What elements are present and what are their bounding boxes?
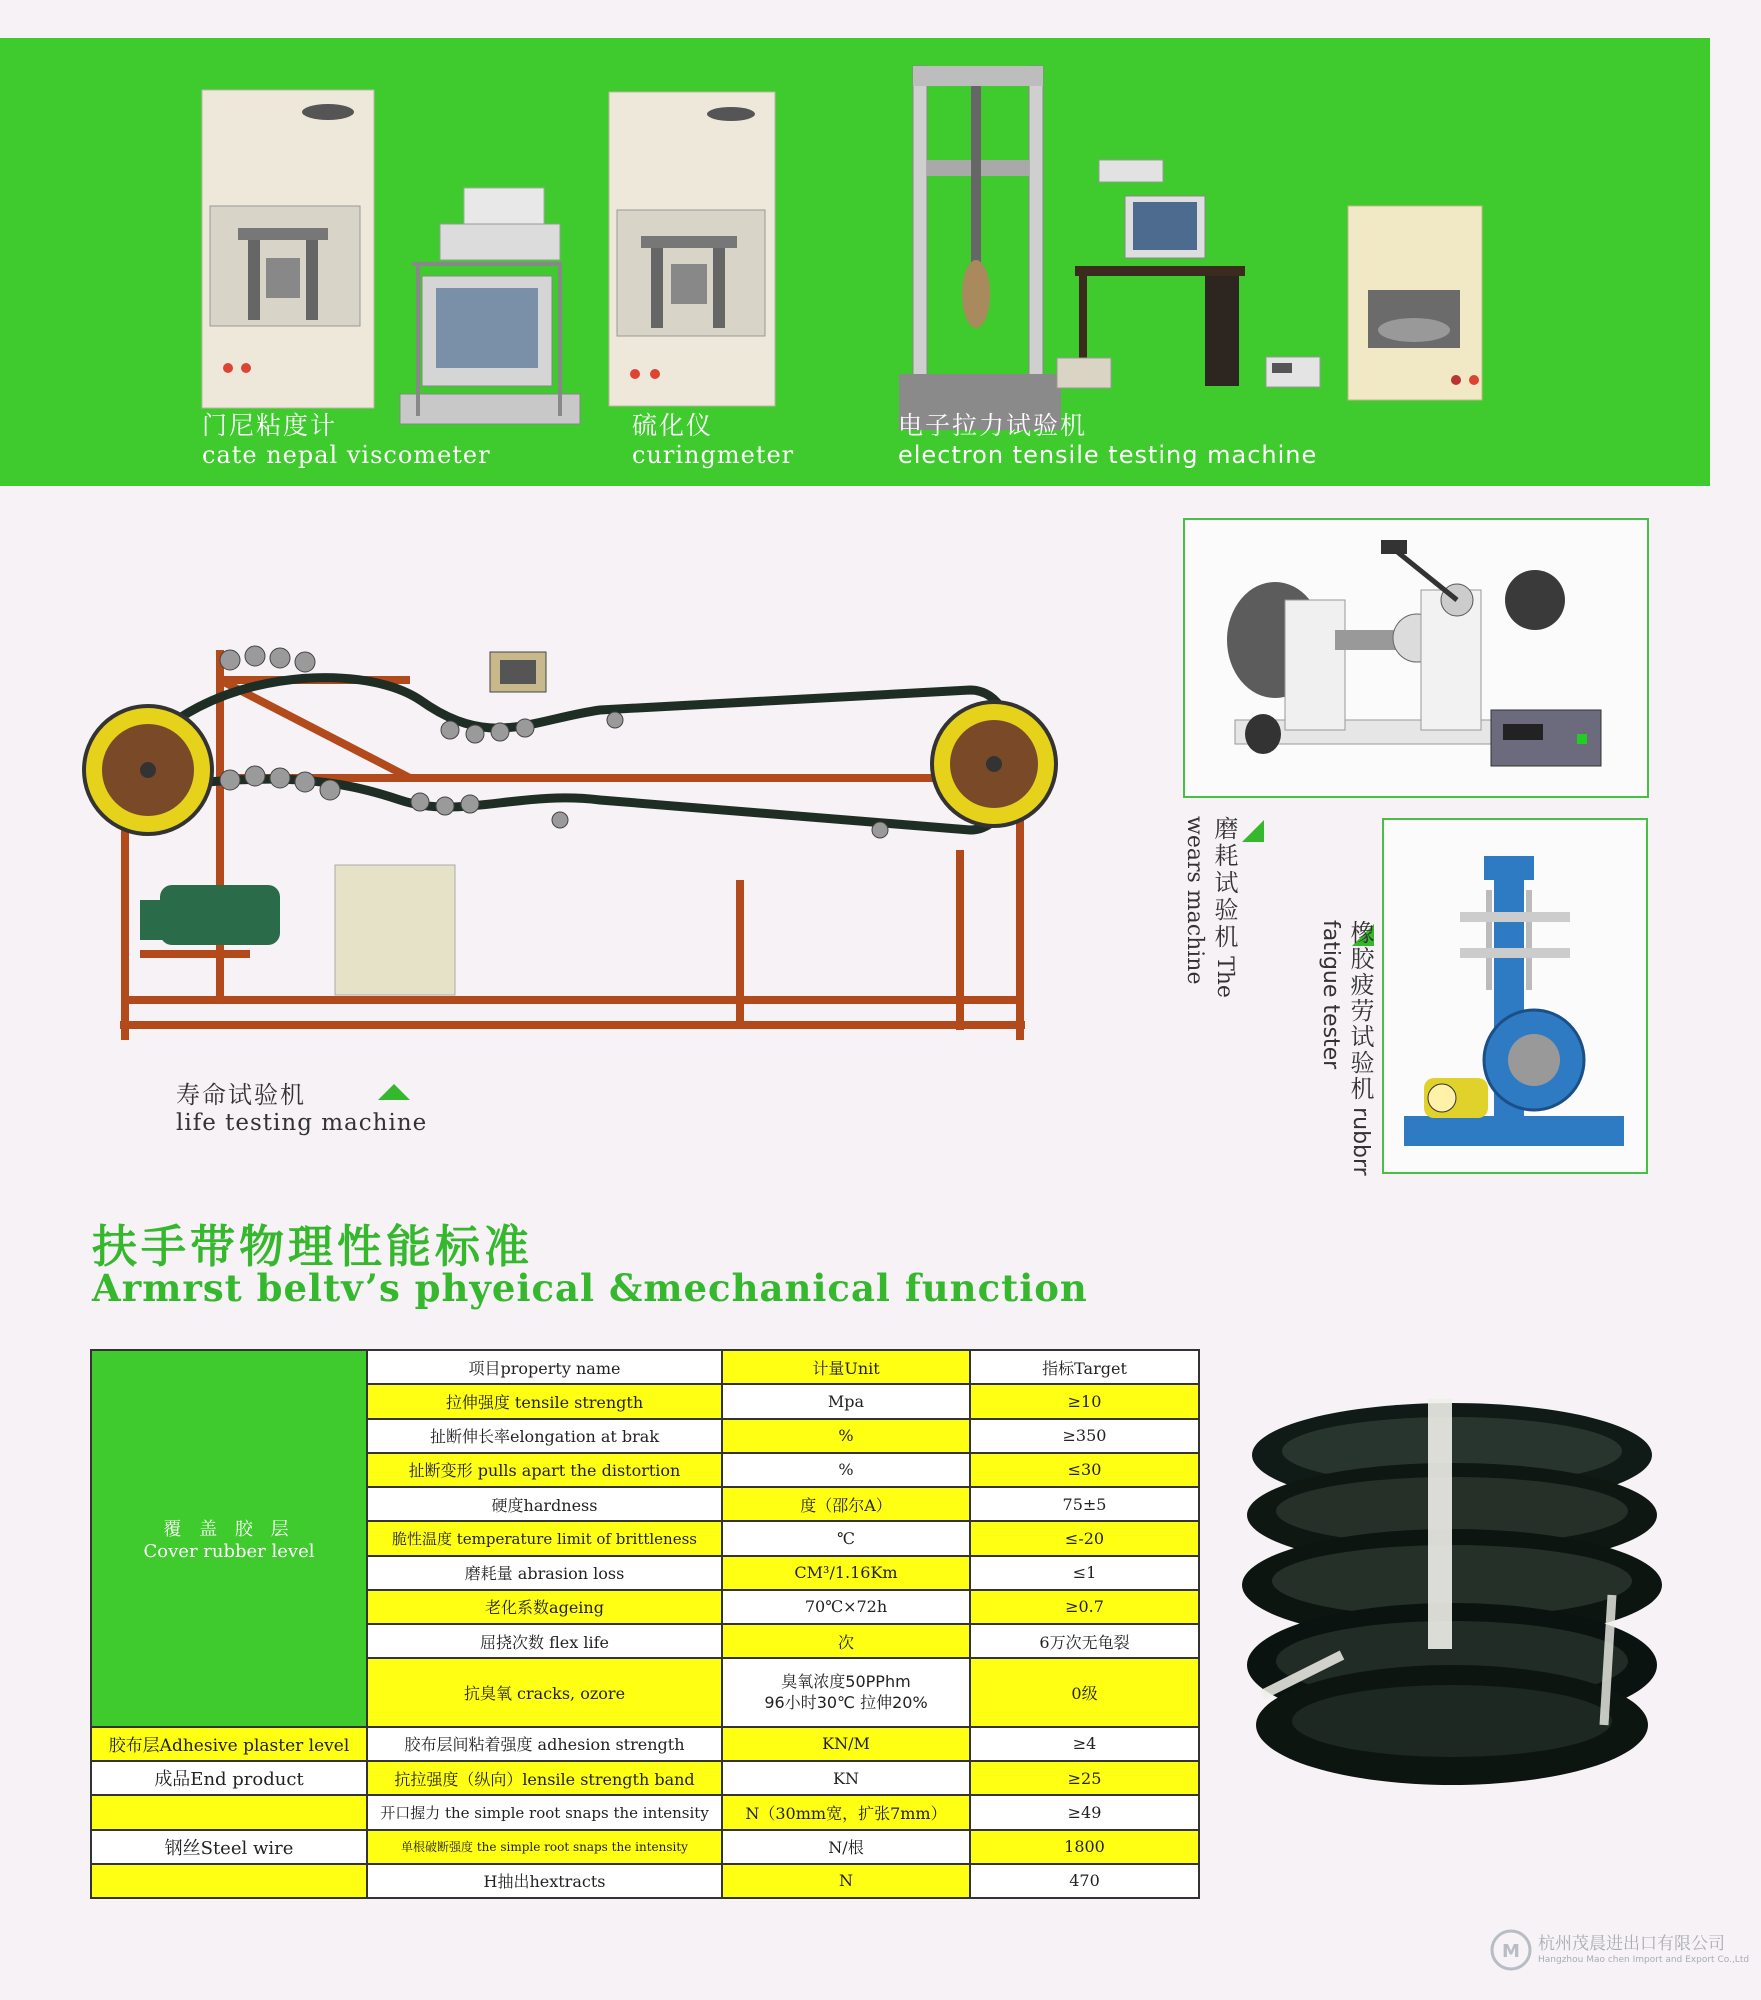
wears-caption-en: The wears machine <box>1182 816 1237 998</box>
row-unit: 次 <box>722 1624 970 1658</box>
row-unit: KN/M <box>722 1727 970 1761</box>
curingmeter-photo <box>605 90 781 412</box>
row-target: ≥350 <box>970 1419 1199 1453</box>
row-target: 0级 <box>970 1658 1199 1727</box>
row-name: 胶布层间粘着强度 adhesion strength <box>367 1727 722 1761</box>
viscometer-caption-zh: 门尼粘度计 <box>202 411 338 440</box>
row-target: ≤1 <box>970 1556 1199 1590</box>
header-target: 指标Target <box>970 1350 1199 1384</box>
fatigue-caption <box>1318 920 1378 1176</box>
row-unit-line1: 臭氧浓度50PPhm <box>781 1671 911 1691</box>
row-name: 扯断变形 pulls apart the distortion <box>367 1453 722 1487</box>
table-row <box>91 1761 1199 1795</box>
group-end-product: 成品End product <box>91 1761 367 1795</box>
viscometer-caption <box>202 411 491 470</box>
row-unit: KN <box>722 1761 970 1795</box>
company-logo-icon <box>1490 1929 1532 1971</box>
row-unit <box>722 1658 970 1727</box>
company-name-zh: 杭州茂晨进出口有限公司 <box>1538 1934 1725 1954</box>
triangle-up-icon <box>378 1084 410 1100</box>
row-name: 屈挠次数 flex life <box>367 1624 722 1658</box>
row-target: ≥10 <box>970 1384 1199 1418</box>
viscometer-photo <box>198 88 380 414</box>
row-unit: N（30mm宽，扩张7mm） <box>722 1795 970 1829</box>
group-steel-wire: 钢丝Steel wire <box>91 1830 367 1864</box>
wears-caption <box>1182 816 1242 1046</box>
group-cover-en: Cover rubber level <box>143 1540 315 1562</box>
row-target: ≤-20 <box>970 1521 1199 1555</box>
fatigue-caption-en: rubbrr fatigue tester <box>1318 920 1373 1176</box>
row-name: 单根破断强度 the simple root snaps the intensity <box>367 1830 722 1864</box>
row-unit: % <box>722 1453 970 1487</box>
row-name: 拉伸强度 tensile strength <box>367 1384 722 1418</box>
table-header-row <box>91 1350 1199 1384</box>
row-name: 抗臭氧 cracks, ozore <box>367 1658 722 1727</box>
group-blank <box>91 1795 367 1829</box>
spec-table <box>90 1349 1200 1899</box>
fatigue-tester-frame <box>1382 818 1648 1174</box>
company-footer <box>1490 1927 1750 1973</box>
svg-text:M: M <box>1502 1941 1520 1962</box>
life-caption-zh: 寿命试验机 <box>176 1081 306 1109</box>
row-name: 磨耗量 abrasion loss <box>367 1556 722 1590</box>
section-title-zh: 扶手带物理性能标准 <box>92 1220 534 1273</box>
row-unit: CM³/1.16Km <box>722 1556 970 1590</box>
viscometer-caption-en: cate nepal viscometer <box>202 441 491 469</box>
triangle-icon-wears <box>1242 820 1264 842</box>
equipment-banner <box>0 38 1710 486</box>
table-row <box>91 1864 1199 1898</box>
handrail-coil-photo <box>1232 1395 1672 1805</box>
controller-box-photo <box>1264 353 1324 393</box>
row-unit: Mpa <box>722 1384 970 1418</box>
table-row <box>91 1727 1199 1761</box>
row-unit-line2: 96小时30℃ 拉伸20% <box>764 1692 928 1712</box>
curingmeter-caption-zh: 硫化仪 <box>632 411 714 440</box>
group-cover-rubber <box>91 1350 367 1727</box>
row-name: H抽出hextracts <box>367 1864 722 1898</box>
table-row <box>91 1795 1199 1829</box>
row-name: 脆性温度 temperature limit of brittleness <box>367 1521 722 1555</box>
tensile-tester-photo <box>895 64 1065 434</box>
row-target: ≥25 <box>970 1761 1199 1795</box>
row-name: 开口握力 the simple root snaps the intensity <box>367 1795 722 1829</box>
tensile-caption <box>898 411 1317 470</box>
row-unit: % <box>722 1419 970 1453</box>
fatigue-tester-photo <box>1384 820 1646 1172</box>
fatigue-caption-zh: 橡胶疲劳试验机 <box>1346 920 1374 1102</box>
group-cover-zh: 覆 盖 胶 层 <box>163 1518 295 1540</box>
row-target: ≤30 <box>970 1453 1199 1487</box>
row-name: 扯断伸长率elongation at brak <box>367 1419 722 1453</box>
row-name: 老化系数ageing <box>367 1590 722 1624</box>
row-target: 1800 <box>970 1830 1199 1864</box>
row-unit: N <box>722 1864 970 1898</box>
company-name-en: Hangzhou Mao chen Import and Export Co.,Ltd <box>1538 1955 1750 1965</box>
header-property: 项目property name <box>367 1350 722 1384</box>
tester-cabinet-photo <box>1346 204 1486 404</box>
section-title-en: Armrst beltv’s phyeical &mechanical function <box>92 1266 1088 1310</box>
computer-photo <box>392 186 592 436</box>
row-target: ≥4 <box>970 1727 1199 1761</box>
row-unit: 度（邵尔A） <box>722 1487 970 1521</box>
row-target: ≥49 <box>970 1795 1199 1829</box>
tensile-caption-zh: 电子拉力试验机 <box>898 411 1088 440</box>
row-target: 470 <box>970 1864 1199 1898</box>
row-unit: 70℃×72h <box>722 1590 970 1624</box>
header-unit: 计量Unit <box>722 1350 970 1384</box>
wears-machine-photo <box>1185 520 1647 796</box>
computer-desk-photo <box>1055 158 1245 398</box>
row-target: 75±5 <box>970 1487 1199 1521</box>
group-adhesive: 胶布层Adhesive plaster level <box>91 1727 367 1761</box>
curingmeter-caption-en: curingmeter <box>632 441 795 469</box>
row-unit: ℃ <box>722 1521 970 1555</box>
group-blank <box>91 1864 367 1898</box>
row-name: 硬度hardness <box>367 1487 722 1521</box>
row-unit: N/根 <box>722 1830 970 1864</box>
life-testing-machine-photo <box>80 630 1080 1050</box>
row-target: ≥0.7 <box>970 1590 1199 1624</box>
row-name: 抗拉强度（纵向）lensile strength band <box>367 1761 722 1795</box>
tensile-caption-en: electron tensile testing machine <box>898 441 1318 469</box>
row-target: 6万次无龟裂 <box>970 1624 1199 1658</box>
table-row <box>91 1830 1199 1864</box>
wears-machine-frame <box>1183 518 1649 798</box>
wears-caption-zh: 磨耗试验机 <box>1210 816 1238 951</box>
curingmeter-caption <box>632 411 794 470</box>
life-caption-en: life testing machine <box>176 1110 428 1136</box>
